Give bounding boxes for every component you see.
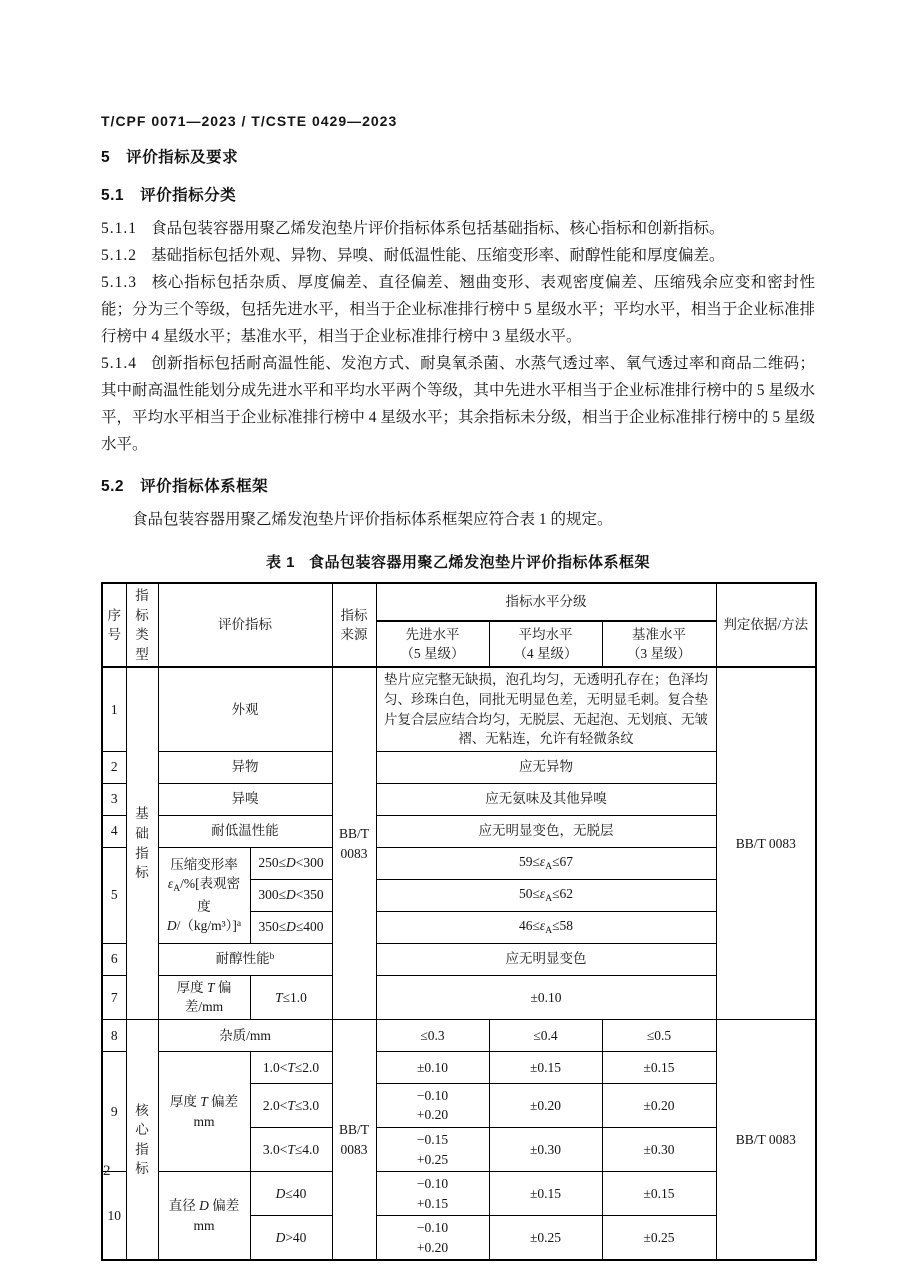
table-cell: T≤1.0 xyxy=(250,975,332,1019)
table-cell: 应无异物 xyxy=(376,751,716,783)
table-cell: 5 xyxy=(102,847,126,943)
table-cell: ±0.10 xyxy=(376,975,716,1019)
section-5-heading xyxy=(101,145,815,167)
table-cell: 300≤D<350 xyxy=(250,879,332,911)
table-cell: −0.15 +0.25 xyxy=(376,1128,489,1172)
table-cell: 厚度 T 偏差 mm xyxy=(158,1051,250,1171)
framework-table xyxy=(101,582,817,1261)
clause-number: 5.1.4 xyxy=(101,355,137,372)
section-number: 5.1 xyxy=(101,187,125,204)
table-cell: $50\le\varepsilon_A\le 62$ xyxy=(376,879,716,911)
table-caption-number: 表 1 xyxy=(265,554,295,571)
table-cell: −0.10 +0.20 xyxy=(376,1083,489,1127)
table-row xyxy=(102,847,816,879)
clause-number: 5.1.2 xyxy=(101,247,137,264)
section-title: 评价指标体系框架 xyxy=(140,478,269,495)
table-cell: 7 xyxy=(102,975,126,1019)
table-cell: 应无明显变色 xyxy=(376,943,716,975)
table-cell: $59\le\varepsilon_A\le 67$ xyxy=(376,847,716,879)
table-cell: 6 xyxy=(102,943,126,975)
table-cell: 4 xyxy=(102,815,126,847)
clause-5-1-3 xyxy=(101,269,815,350)
table-cell: ±0.10 xyxy=(376,1051,489,1083)
clause-text: 创新指标包括耐高温性能、发泡方式、耐臭氧杀菌、水蒸气透过率、氧气透过率和商品二维码；其中耐高温性能划分成先进水平和平均水平两个等级，其中先进水平相当于企业标准排行榜中的 5 星级水平，平均水平相当于企业标准排行榜中 4 星级水平；其余指标未分级，相当于企业标准排行榜中的 5 星级水平。 xyxy=(101,355,815,453)
table-cell: BB/T 0083 xyxy=(332,1019,376,1260)
table-1-caption xyxy=(101,551,815,572)
table-header-cell: 判定依据/方法 xyxy=(716,583,816,667)
table-cell: 耐低温性能 xyxy=(158,815,332,847)
clause-5-2-text: 食品包装容器用聚乙烯发泡垫片评价指标体系框架应符合表 1 的规定。 xyxy=(132,511,613,528)
table-cell: ±0.30 xyxy=(489,1128,602,1172)
table-cell: ±0.25 xyxy=(602,1216,716,1261)
table-cell: 杂质/mm xyxy=(158,1019,332,1051)
table-cell: 异物 xyxy=(158,751,332,783)
clause-5-1-1 xyxy=(101,215,815,242)
clause-5-1-2 xyxy=(101,242,815,269)
table-cell: 厚度 T 偏差/mm xyxy=(158,975,250,1019)
clause-number: 5.1.1 xyxy=(101,220,137,237)
table-cell: 3 xyxy=(102,783,126,815)
table-cell: 2.0<T≤3.0 xyxy=(250,1083,332,1127)
table-row xyxy=(102,943,816,975)
table-cell: ≤0.3 xyxy=(376,1019,489,1051)
clause-number: 5.1.3 xyxy=(101,274,137,291)
clause-text: 食品包装容器用聚乙烯发泡垫片评价指标体系包括基础指标、核心指标和创新指标。 xyxy=(151,220,725,237)
table-cell: 基础 指标 xyxy=(126,667,158,1019)
section-5-1-heading xyxy=(101,183,815,205)
table-header-cell: 指标 来源 xyxy=(332,583,376,667)
table-cell: ≤0.4 xyxy=(489,1019,602,1051)
table-cell: D>40 xyxy=(250,1216,332,1261)
table-cell: BB/T 0083 xyxy=(716,667,816,1019)
table-header-row xyxy=(102,583,816,621)
table-header-cell: 先进水平 （5 星级） xyxy=(376,621,489,667)
table-header-cell: 基准水平 （3 星级） xyxy=(602,621,716,667)
table-cell: −0.10 +0.20 xyxy=(376,1216,489,1261)
table-header-cell: 平均水平 （4 星级） xyxy=(489,621,602,667)
table-header-cell: 评价指标 xyxy=(158,583,332,667)
table-cell: 压缩变形率 $\varepsilon_A/\%$[表观密度 D/（kg/m³）]$^a$ xyxy=(158,847,250,943)
table-cell: $46\le\varepsilon_A\le 58$ xyxy=(376,911,716,943)
table-cell: 3.0<T≤4.0 xyxy=(250,1128,332,1172)
table-cell: 1.0<T≤2.0 xyxy=(250,1051,332,1083)
table-row xyxy=(102,783,816,815)
table-cell: 核心 指标 xyxy=(126,1019,158,1260)
table-cell: ±0.15 xyxy=(489,1051,602,1083)
table-cell: ±0.15 xyxy=(489,1172,602,1216)
table-cell: 1 xyxy=(102,667,126,751)
section-number: 5.2 xyxy=(101,478,125,495)
table-cell: ±0.25 xyxy=(489,1216,602,1261)
table-row xyxy=(102,815,816,847)
table-cell: BB/T 0083 xyxy=(332,667,376,1019)
table-cell: 直径 D 偏差 mm xyxy=(158,1172,250,1261)
table-cell: ±0.15 xyxy=(602,1051,716,1083)
table-cell: 250≤D<300 xyxy=(250,847,332,879)
clause-text: 核心指标包括杂质、厚度偏差、直径偏差、翘曲变形、表观密度偏差、压缩残余应变和密封性能；分为三个等级，包括先进水平，相当于企业标准排行榜中 5 星级水平；平均水平，相当于企业标准排行榜中 4 星级水平；基准水平，相当于企业标准排行榜中 3 星级水平。 xyxy=(101,274,815,345)
table-cell: 垫片应完整无缺损，泡孔均匀，无透明孔存在；色泽均匀、珍珠白色，同批无明显色差，无明显毛刺。复合垫片复合层应结合均匀，无脱层、无起泡、无划痕、无皱褶、无粘连，允许有轻微条纹 xyxy=(376,667,716,751)
table-header-cell: 指标 类型 xyxy=(126,583,158,667)
section-title: 评价指标分类 xyxy=(140,187,237,204)
clause-text: 基础指标包括外观、异物、异嗅、耐低温性能、压缩变形率、耐醇性能和厚度偏差。 xyxy=(151,247,725,264)
table-header-cell: 序号 xyxy=(102,583,126,667)
table-cell: 350≤D≤400 xyxy=(250,911,332,943)
table-cell: ±0.20 xyxy=(602,1083,716,1127)
table-row xyxy=(102,1051,816,1083)
standard-number-header: T/CPF 0071—2023 / T/CSTE 0429—2023 xyxy=(101,113,398,129)
table-cell: ≤0.5 xyxy=(602,1019,716,1051)
clause-5-1-4 xyxy=(101,350,815,458)
table-cell: 2 xyxy=(102,751,126,783)
table-cell: 应无氨味及其他异嗅 xyxy=(376,783,716,815)
table-cell: BB/T 0083 xyxy=(716,1019,816,1260)
table-row xyxy=(102,975,816,1019)
table-cell: ±0.30 xyxy=(602,1128,716,1172)
table-cell: 外观 xyxy=(158,667,332,751)
table-cell: 8 xyxy=(102,1019,126,1051)
table-cell: 10 xyxy=(102,1172,126,1261)
table-cell: D≤40 xyxy=(250,1172,332,1216)
table-row xyxy=(102,1019,816,1051)
table-cell: ±0.20 xyxy=(489,1083,602,1127)
page-number: 2 xyxy=(103,1163,111,1179)
table-header-cell: 指标水平分级 xyxy=(376,583,716,621)
table-cell: 9 xyxy=(102,1051,126,1171)
page-content xyxy=(101,113,815,1261)
section-number: 5 xyxy=(101,149,111,166)
table-caption-text: 食品包装容器用聚乙烯发泡垫片评价指标体系框架 xyxy=(309,554,651,571)
section-title: 评价指标及要求 xyxy=(126,149,239,166)
table-cell: 应无明显变色，无脱层 xyxy=(376,815,716,847)
table-row xyxy=(102,751,816,783)
table-row xyxy=(102,1172,816,1216)
table-row xyxy=(102,667,816,751)
table-cell: 异嗅 xyxy=(158,783,332,815)
section-5-2-heading xyxy=(101,474,815,496)
table-cell: ±0.15 xyxy=(602,1172,716,1216)
table-cell: 耐醇性能$^b$ xyxy=(158,943,332,975)
table-cell: −0.10 +0.15 xyxy=(376,1172,489,1216)
